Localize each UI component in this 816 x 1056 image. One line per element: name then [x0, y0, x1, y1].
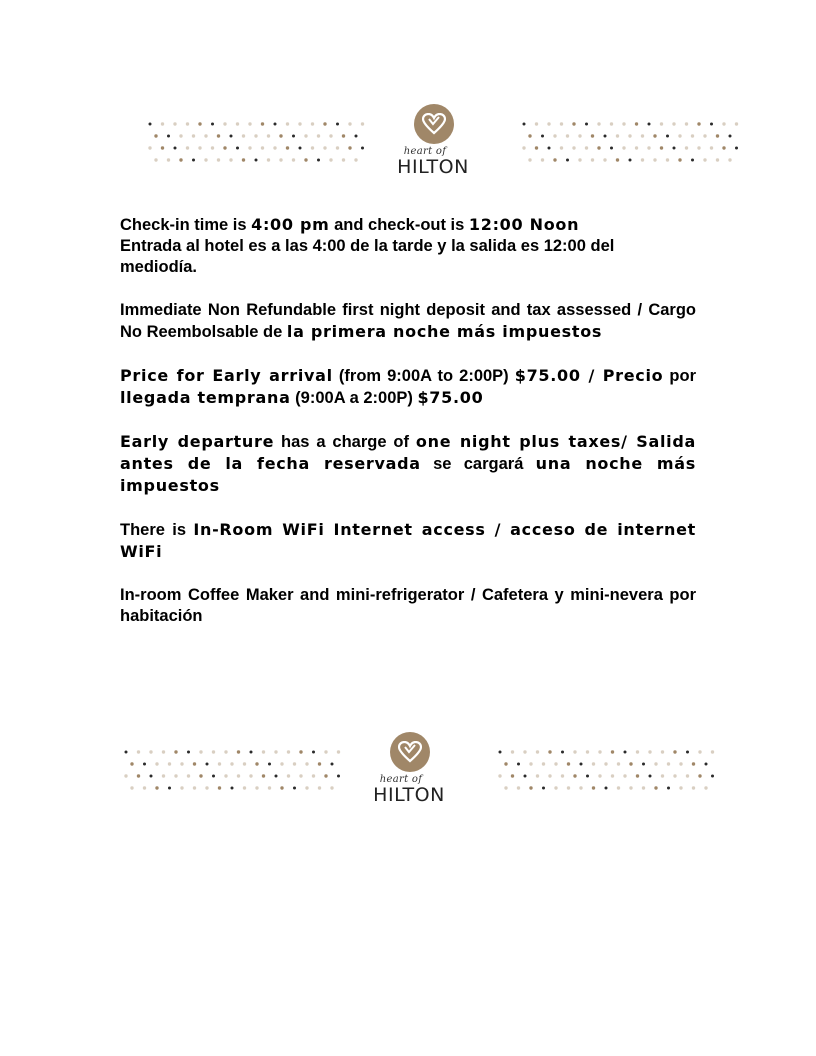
- hilton-logo: [392, 100, 478, 184]
- dot-pattern-right: [520, 118, 746, 168]
- early-departure-text-e: una noche más impuestos: [120, 454, 697, 495]
- logo-brand-text: HILTON: [397, 156, 469, 178]
- early-departure-title: Early departure: [120, 432, 275, 451]
- early-departure-text-b: has a charge of: [274, 433, 416, 451]
- deposit-text-b: la primera noche más impuestos: [286, 322, 603, 341]
- heart-icon: [390, 732, 430, 772]
- checkin-text-c: and check-out is: [329, 216, 469, 234]
- hilton-logo: [368, 728, 454, 812]
- early-arrival-title: Price for Early arrival: [120, 366, 333, 385]
- early-arrival-por: por: [663, 367, 697, 385]
- footer-banner: [122, 728, 722, 816]
- early-arrival-price-es: $75.00: [417, 388, 484, 407]
- dot-pattern-left: [122, 746, 348, 796]
- early-departure-paragraph: [120, 431, 696, 497]
- early-arrival-hours: (from 9:00A to 2:00P): [332, 367, 515, 385]
- checkin-time: 4:00 pm: [251, 215, 330, 234]
- amenities-text: In-room Coffee Maker and mini-refrigerator / Cafetera y mini-nevera por habitación: [120, 586, 696, 625]
- checkin-text-a: Check-in time is: [120, 216, 252, 234]
- heart-icon: [414, 104, 454, 144]
- policy-content: [120, 214, 696, 649]
- early-arrival-spanish: llegada temprana: [120, 388, 291, 407]
- early-arrival-price: $75.00 / Precio: [514, 366, 664, 385]
- early-arrival-hours-es: (9:00A a 2:00P): [290, 389, 418, 407]
- amenities-paragraph: [120, 585, 696, 627]
- checkout-time: 12:00 Noon: [468, 215, 580, 234]
- logo-script-text: heart of: [403, 146, 447, 157]
- header-banner: [146, 100, 746, 188]
- deposit-paragraph: [120, 300, 696, 343]
- wifi-text-a: There is: [120, 521, 194, 539]
- deposit-text-a: Immediate Non Refundable first night deposit and tax assessed / Cargo No Reembolsable de: [120, 301, 696, 341]
- wifi-text-b: In-Room WiFi Internet access / acceso de internet WiFi: [120, 520, 696, 561]
- logo-script-text: heart of: [379, 774, 423, 785]
- wifi-paragraph: [120, 519, 696, 563]
- dot-pattern-right: [496, 746, 722, 796]
- early-departure-text-c: one night plus taxes/ Salida antes de la fecha reservada: [120, 432, 697, 473]
- dot-pattern-left: [146, 118, 372, 168]
- logo-brand-text: HILTON: [373, 784, 445, 806]
- early-departure-text-d: se cargará: [420, 455, 536, 473]
- checkin-spanish: Entrada al hotel es a las 4:00 de la tarde y la salida es 12:00 del mediodía.: [120, 237, 615, 276]
- checkin-paragraph: [120, 214, 696, 278]
- early-arrival-paragraph: [120, 365, 696, 409]
